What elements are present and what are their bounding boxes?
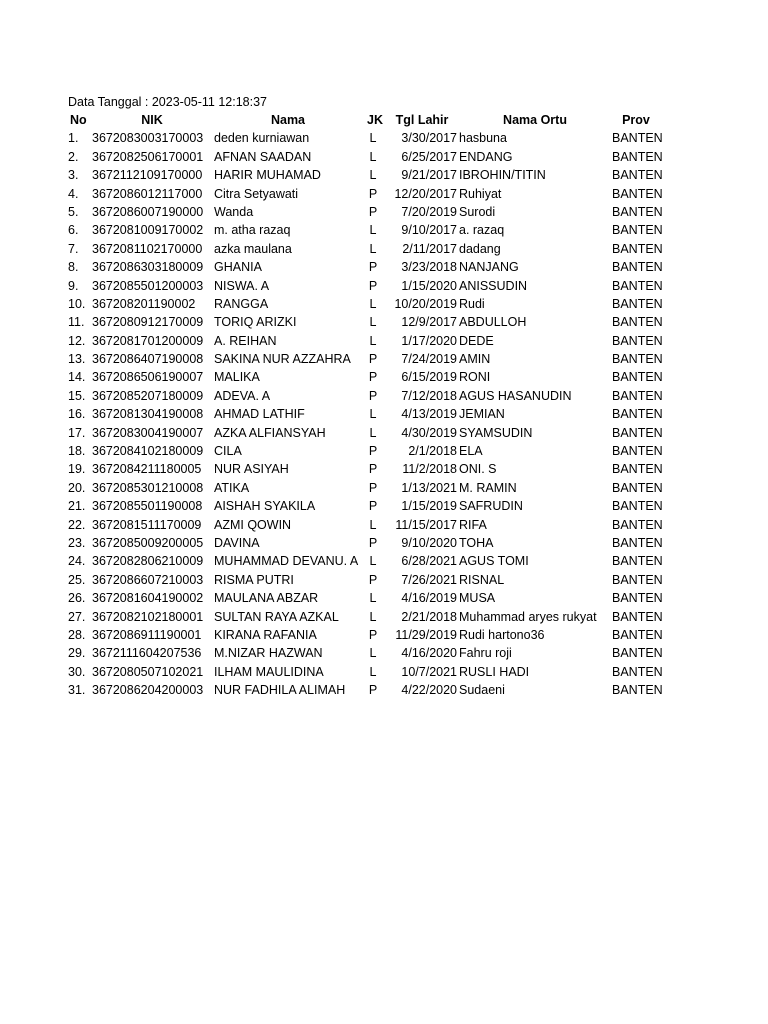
cell-nama: Citra Setyawati — [214, 186, 299, 201]
table-row — [0, 148, 768, 166]
cell-nama-ortu: Muhammad aryes rukyat — [459, 609, 597, 624]
cell-nama-ortu: AMIN — [459, 352, 491, 367]
cell-prov: BANTEN — [612, 591, 663, 606]
cell-prov: BANTEN — [612, 370, 663, 385]
cell-tgl-lahir: 3/23/2018 — [401, 260, 457, 275]
cell-nik: 3672081102170000 — [92, 241, 203, 256]
column-header-nik: NIK — [141, 113, 163, 127]
cell-tgl-lahir: 12/20/2017 — [394, 186, 457, 201]
cell-prov: BANTEN — [612, 388, 663, 403]
cell-nama: NISWA. A — [214, 278, 270, 293]
cell-no: 10. — [68, 296, 86, 311]
cell-prov: BANTEN — [612, 241, 663, 256]
table-row — [0, 497, 768, 515]
cell-no: 21. — [68, 499, 86, 514]
cell-nama: NUR FADHILA ALIMAH — [214, 683, 346, 698]
table-row — [0, 313, 768, 331]
cell-tgl-lahir: 9/21/2017 — [401, 168, 457, 183]
cell-no: 9. — [68, 278, 79, 293]
cell-nama: AZKA ALFIANSYAH — [214, 425, 326, 440]
cell-tgl-lahir: 7/12/2018 — [401, 388, 457, 403]
cell-jk: L — [369, 296, 377, 311]
cell-nama-ortu: SYAMSUDIN — [459, 425, 533, 440]
data-table — [0, 111, 768, 700]
table-row — [0, 185, 768, 203]
cell-tgl-lahir: 4/13/2019 — [401, 407, 457, 422]
cell-no: 4. — [68, 186, 79, 201]
cell-jk: P — [368, 260, 378, 275]
cell-nama: GHANIA — [214, 260, 262, 275]
cell-prov: BANTEN — [612, 168, 663, 183]
cell-prov: BANTEN — [612, 683, 663, 698]
cell-tgl-lahir: 11/2/2018 — [402, 462, 457, 477]
cell-no: 20. — [68, 480, 86, 495]
cell-nama: Wanda — [214, 204, 254, 219]
table-row — [0, 516, 768, 534]
cell-nama: SULTAN RAYA AZKAL — [214, 609, 339, 624]
cell-no: 16. — [68, 407, 86, 422]
cell-nama: A. REIHAN — [214, 333, 277, 348]
cell-nama-ortu: Rudi — [459, 296, 485, 311]
cell-prov: BANTEN — [612, 407, 663, 422]
cell-no: 19. — [68, 462, 86, 477]
cell-nik: 3672085301210008 — [92, 480, 204, 495]
cell-nama: RISMA PUTRI — [214, 572, 294, 587]
cell-tgl-lahir: 4/16/2019 — [401, 591, 457, 606]
cell-nik: 3672111604207536 — [92, 646, 202, 661]
cell-nama: CILA — [214, 444, 242, 459]
table-row — [0, 405, 768, 423]
cell-nama: RANGGA — [214, 296, 269, 311]
cell-tgl-lahir: 11/15/2017 — [395, 517, 457, 532]
cell-nama-ortu: Surodi — [459, 204, 496, 219]
table-row — [0, 332, 768, 350]
cell-prov: BANTEN — [612, 131, 663, 146]
table-row — [0, 460, 768, 478]
cell-prov: BANTEN — [612, 480, 663, 495]
cell-no: 8. — [68, 260, 79, 275]
cell-nama-ortu: dadang — [459, 241, 501, 256]
cell-nama: SAKINA NUR AZZAHRA — [214, 352, 351, 367]
report-date-title: Data Tanggal : 2023-05-11 12:18:37 — [68, 95, 267, 109]
cell-jk: L — [369, 333, 377, 348]
cell-prov: BANTEN — [612, 535, 663, 550]
cell-nik: 3672082102180001 — [92, 609, 204, 624]
cell-jk: L — [369, 241, 377, 256]
cell-nik: 3672085501200003 — [92, 278, 204, 293]
cell-no: 12. — [68, 333, 86, 348]
cell-prov: BANTEN — [612, 149, 663, 164]
cell-no: 23. — [68, 535, 86, 550]
column-header-no: No — [70, 113, 87, 127]
cell-prov: BANTEN — [612, 462, 663, 477]
cell-no: 11. — [68, 315, 85, 330]
cell-prov: BANTEN — [612, 554, 663, 569]
cell-jk: P — [368, 480, 378, 495]
table-row — [0, 479, 768, 497]
cell-nama-ortu: Fahru roji — [459, 646, 512, 661]
cell-prov: BANTEN — [612, 278, 663, 293]
cell-nama: DAVINA — [214, 535, 260, 550]
cell-no: 30. — [68, 664, 86, 679]
cell-jk: L — [369, 315, 377, 330]
table-row — [0, 295, 768, 313]
table-row — [0, 129, 768, 147]
cell-no: 31. — [68, 683, 86, 698]
cell-nama: m. atha razaq — [214, 223, 291, 238]
cell-nik: 3672081604190002 — [92, 591, 204, 606]
cell-nama: ATIKA — [214, 480, 250, 495]
cell-prov: BANTEN — [612, 517, 663, 532]
table-row — [0, 626, 768, 644]
cell-nik: 3672084211180005 — [92, 462, 202, 477]
cell-nik: 3672086607210003 — [92, 572, 204, 587]
cell-nama-ortu: ANISSUDIN — [459, 278, 528, 293]
cell-prov: BANTEN — [612, 572, 663, 587]
cell-no: 7. — [68, 241, 79, 256]
cell-nama-ortu: MUSA — [459, 591, 496, 606]
cell-no: 6. — [68, 223, 79, 238]
cell-tgl-lahir: 2/1/2018 — [408, 444, 457, 459]
cell-nik: 3672081701200009 — [92, 333, 204, 348]
cell-nama: NUR ASIYAH — [214, 462, 289, 477]
cell-jk: P — [368, 388, 378, 403]
cell-nik: 3672082806210009 — [92, 554, 204, 569]
cell-tgl-lahir: 7/24/2019 — [401, 352, 457, 367]
cell-no: 29. — [68, 646, 86, 661]
cell-nama-ortu: IBROHIN/TITIN — [459, 168, 546, 183]
cell-jk: P — [368, 370, 378, 385]
cell-tgl-lahir: 1/15/2019 — [401, 499, 457, 514]
cell-nama: ILHAM MAULIDINA — [214, 664, 324, 679]
table-row — [0, 552, 768, 570]
table-row — [0, 571, 768, 589]
cell-jk: L — [369, 554, 377, 569]
table-row — [0, 221, 768, 239]
cell-nama: MUHAMMAD DEVANU. A — [214, 554, 359, 569]
cell-nama-ortu: Rudi hartono36 — [459, 627, 545, 642]
cell-jk: L — [369, 664, 377, 679]
cell-prov: BANTEN — [612, 223, 663, 238]
cell-no: 27. — [68, 609, 86, 624]
cell-nama: AISHAH SYAKILA — [214, 499, 316, 514]
cell-tgl-lahir: 12/9/2017 — [401, 315, 457, 330]
cell-nama: azka maulana — [214, 241, 292, 256]
cell-nik: 3672084102180009 — [92, 444, 204, 459]
cell-no: 22. — [68, 517, 86, 532]
cell-no: 24. — [68, 554, 86, 569]
cell-nik: 3672112109170000 — [92, 168, 203, 183]
cell-tgl-lahir: 6/15/2019 — [401, 370, 457, 385]
cell-tgl-lahir: 2/21/2018 — [401, 609, 457, 624]
cell-tgl-lahir: 3/30/2017 — [401, 131, 457, 146]
cell-nama: MALIKA — [214, 370, 260, 385]
cell-tgl-lahir: 7/26/2021 — [401, 572, 457, 587]
table-header-row — [0, 111, 768, 129]
cell-jk: L — [369, 168, 377, 183]
cell-jk: L — [369, 591, 377, 606]
cell-nama-ortu: RISNAL — [459, 572, 505, 587]
cell-nama-ortu: RUSLI HADI — [459, 664, 530, 679]
cell-no: 13. — [68, 352, 86, 367]
cell-jk: P — [368, 204, 378, 219]
cell-prov: BANTEN — [612, 333, 663, 348]
cell-no: 15. — [68, 388, 86, 403]
cell-nama-ortu: AGUS HASANUDIN — [459, 388, 572, 403]
cell-nama: TORIQ ARIZKI — [214, 315, 297, 330]
cell-jk: P — [368, 278, 378, 293]
cell-no: 18. — [68, 444, 86, 459]
cell-nik: 3672082506170001 — [92, 149, 204, 164]
cell-no: 25. — [68, 572, 86, 587]
cell-no: 28. — [68, 627, 86, 642]
cell-nama-ortu: Sudaeni — [459, 683, 505, 698]
column-header-jk: JK — [367, 113, 383, 127]
cell-jk: P — [368, 627, 378, 642]
column-header-nama: Nama — [270, 113, 306, 127]
cell-nik: 3672086506190007 — [92, 370, 204, 385]
cell-tgl-lahir: 4/22/2020 — [401, 683, 457, 698]
table-row — [0, 258, 768, 276]
table-row — [0, 350, 768, 368]
cell-tgl-lahir: 10/20/2019 — [394, 296, 457, 311]
cell-no: 1. — [68, 131, 79, 146]
cell-nik: 3672083003170003 — [92, 131, 204, 146]
cell-nama: AFNAN SAADAN — [214, 149, 312, 164]
cell-prov: BANTEN — [612, 296, 663, 311]
cell-prov: BANTEN — [612, 627, 663, 642]
cell-prov: BANTEN — [612, 186, 663, 201]
cell-tgl-lahir: 11/29/2019 — [395, 627, 457, 642]
cell-tgl-lahir: 2/11/2017 — [402, 241, 457, 256]
cell-nama: AHMAD LATHIF — [214, 407, 305, 422]
cell-no: 17. — [68, 425, 86, 440]
cell-nik: 3672086303180009 — [92, 260, 204, 275]
table-row — [0, 277, 768, 295]
table-row — [0, 166, 768, 184]
cell-tgl-lahir: 6/28/2021 — [401, 554, 457, 569]
table-row — [0, 663, 768, 681]
cell-nik: 3672081511170009 — [92, 517, 202, 532]
cell-jk: L — [369, 407, 377, 422]
cell-prov: BANTEN — [612, 499, 663, 514]
cell-jk: L — [369, 609, 377, 624]
cell-jk: P — [368, 535, 378, 550]
cell-nama-ortu: a. razaq — [459, 223, 505, 238]
cell-jk: P — [368, 683, 378, 698]
table-row — [0, 203, 768, 221]
cell-nama-ortu: TOHA — [459, 535, 494, 550]
cell-nama: AZMI QOWIN — [214, 517, 292, 532]
cell-tgl-lahir: 10/7/2021 — [401, 664, 457, 679]
cell-nama: deden kurniawan — [214, 131, 310, 146]
cell-no: 5. — [68, 204, 79, 219]
cell-jk: P — [368, 572, 378, 587]
cell-jk: P — [368, 352, 378, 367]
cell-nama: HARIR MUHAMAD — [214, 168, 321, 183]
cell-nama-ortu: RIFA — [459, 517, 487, 532]
cell-jk: L — [369, 646, 377, 661]
cell-no: 2. — [68, 149, 79, 164]
table-row — [0, 368, 768, 386]
cell-jk: L — [369, 517, 377, 532]
cell-prov: BANTEN — [612, 352, 663, 367]
cell-nama: ADEVA. A — [214, 388, 271, 403]
table-row — [0, 681, 768, 699]
cell-nama-ortu: ABDULLOH — [459, 315, 527, 330]
cell-no: 3. — [68, 168, 79, 183]
cell-prov: BANTEN — [612, 664, 663, 679]
cell-nik: 3672086911190001 — [92, 627, 202, 642]
cell-jk: L — [369, 149, 377, 164]
cell-nama-ortu: Ruhiyat — [459, 186, 502, 201]
cell-jk: P — [368, 462, 378, 477]
cell-nama: M.NIZAR HAZWAN — [214, 646, 323, 661]
cell-no: 26. — [68, 591, 86, 606]
table-row — [0, 608, 768, 626]
cell-jk: L — [369, 425, 377, 440]
table-row — [0, 240, 768, 258]
cell-nama-ortu: DEDE — [459, 333, 494, 348]
cell-nik: 3672086204200003 — [92, 683, 204, 698]
table-row — [0, 589, 768, 607]
cell-nama-ortu: AGUS TOMI — [459, 554, 529, 569]
table-row — [0, 387, 768, 405]
cell-jk: P — [368, 499, 378, 514]
cell-nama-ortu: SAFRUDIN — [459, 499, 523, 514]
cell-tgl-lahir: 9/10/2020 — [401, 535, 457, 550]
table-row — [0, 442, 768, 460]
cell-nik: 3672081009170002 — [92, 223, 204, 238]
cell-jk: P — [368, 444, 378, 459]
cell-tgl-lahir: 7/20/2019 — [401, 204, 457, 219]
cell-nik: 3672080507102021 — [92, 664, 204, 679]
cell-nama-ortu: ELA — [459, 444, 483, 459]
cell-nik: 3672080912170009 — [92, 315, 204, 330]
cell-nama-ortu: hasbuna — [459, 131, 507, 146]
table-row — [0, 534, 768, 552]
table-row — [0, 644, 768, 662]
cell-nik: 3672083004190007 — [92, 425, 204, 440]
cell-nama-ortu: ONI. S — [459, 462, 497, 477]
cell-tgl-lahir: 4/16/2020 — [401, 646, 457, 661]
cell-nik: 3672085501190008 — [92, 499, 203, 514]
cell-nik: 3672081304190008 — [92, 407, 204, 422]
cell-nik: 3672086012117000 — [92, 186, 203, 201]
column-header-prov: Prov — [622, 113, 650, 127]
cell-nama-ortu: NANJANG — [459, 260, 519, 275]
cell-nama-ortu: RONI — [459, 370, 491, 385]
cell-nik: 3672085009200005 — [92, 535, 204, 550]
cell-tgl-lahir: 6/25/2017 — [401, 149, 457, 164]
column-header-tgl-lahir: Tgl Lahir — [395, 113, 449, 127]
cell-jk: P — [368, 186, 378, 201]
cell-prov: BANTEN — [612, 444, 663, 459]
cell-nik: 3672086407190008 — [92, 352, 204, 367]
table-row — [0, 424, 768, 442]
cell-tgl-lahir: 1/17/2020 — [401, 333, 457, 348]
cell-jk: L — [369, 131, 377, 146]
cell-nik: 367208201190002 — [92, 296, 196, 311]
cell-prov: BANTEN — [612, 609, 663, 624]
cell-nama-ortu: M. RAMIN — [459, 480, 517, 495]
cell-prov: BANTEN — [612, 646, 663, 661]
cell-prov: BANTEN — [612, 204, 663, 219]
cell-nama-ortu: ENDANG — [459, 149, 513, 164]
cell-tgl-lahir: 1/13/2021 — [401, 480, 457, 495]
cell-prov: BANTEN — [612, 425, 663, 440]
cell-tgl-lahir: 9/10/2017 — [401, 223, 457, 238]
cell-nama: MAULANA ABZAR — [214, 591, 319, 606]
cell-nama-ortu: JEMIAN — [459, 407, 505, 422]
cell-nik: 3672086007190000 — [92, 204, 204, 219]
cell-no: 14. — [68, 370, 86, 385]
cell-tgl-lahir: 4/30/2019 — [401, 425, 457, 440]
cell-prov: BANTEN — [612, 315, 663, 330]
cell-nama: KIRANA RAFANIA — [214, 627, 317, 642]
cell-jk: L — [369, 223, 377, 238]
cell-tgl-lahir: 1/15/2020 — [401, 278, 457, 293]
cell-nik: 3672085207180009 — [92, 388, 204, 403]
cell-prov: BANTEN — [612, 260, 663, 275]
column-header-nama-ortu: Nama Ortu — [503, 113, 567, 127]
